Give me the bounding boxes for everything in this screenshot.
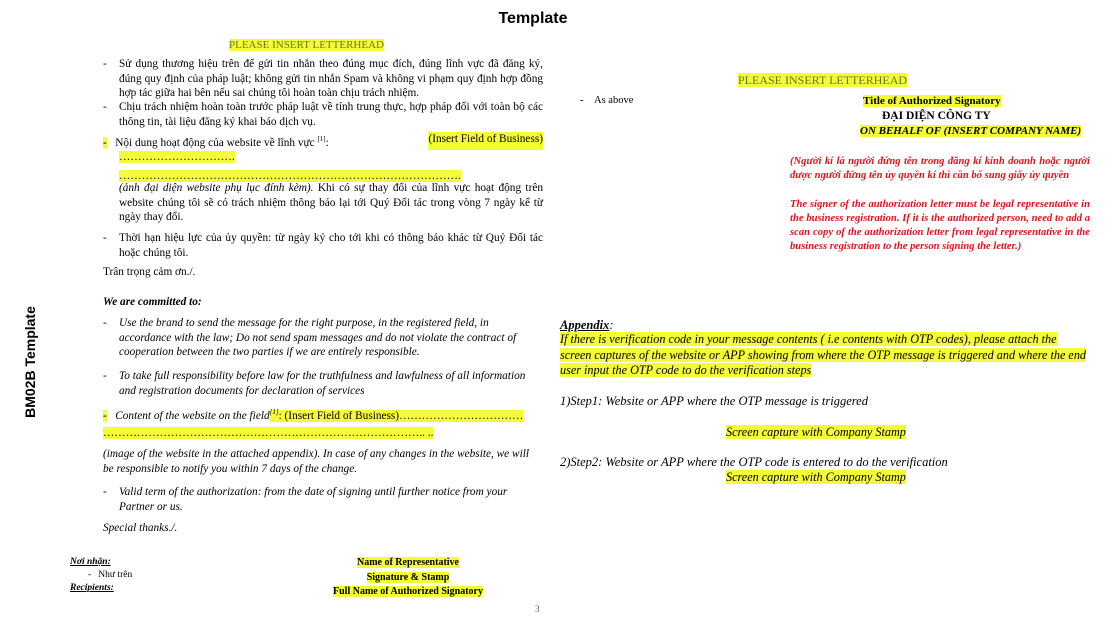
step2: 2)Step2: Website or APP where the OTP code is entered to do the verification	[560, 455, 948, 469]
page-number: 3	[535, 604, 540, 614]
vi-bullet-1: - Sử dụng thương hiệu trên để gửi tin nhắn theo đúng mục đích, đúng lĩnh vực đã đăng ký, đúng quy định của pháp luật; không gửi tin nhắn Spam và không vi phạm quy định hợp đồng hợp tác giữa hai bên nếu sai chúng tôi hoàn toàn chịu trách nhiệm.	[103, 58, 543, 100]
vi-change-paragraph	[119, 181, 543, 225]
sig-stamp: Signature & Stamp	[366, 571, 450, 583]
en-validity: - Valid term of the authorization: from the date of signing until further notice from your Partner or us.	[103, 485, 529, 514]
en-field-insert: : (Insert Field of Business)	[278, 409, 400, 422]
appendix-heading-line	[560, 318, 613, 333]
vi-field-label: Nội dung hoạt động của website về lĩnh vực	[115, 136, 315, 149]
step2-capture-text: Screen capture with Company Stamp	[726, 470, 906, 484]
side-label-text: BM02B Template	[22, 306, 38, 418]
dai-dien: ĐẠI DIỆN CÔNG TY	[882, 110, 991, 122]
red-note-vi: (Người kí là người đứng tên trong đăng kí kinh doanh hoặc người được người đứng tên ủy quyền kí thì cần bổ sung giấy ủy quyền	[790, 156, 1090, 181]
page-title: Template	[498, 10, 568, 27]
step1: 1)Step1: Website or APP where the OTP message is triggered	[560, 394, 868, 408]
vi-thanks: Trân trọng cảm ơn./.	[103, 266, 196, 278]
en-dots-line	[103, 426, 433, 441]
as-above: - As above	[580, 95, 634, 106]
en-field-ref: [1]	[269, 408, 279, 416]
en-bullet-2: - To take full responsibility before law for the truthfulness and lawfulness of all information and registration documents for declaration of services	[103, 369, 543, 398]
appendix-body-text: If there is verification code in your message contents ( i.e contents with OTP codes), please attach the screen captures of the website or APP showing from where the OTP message is triggered and where the end user input the OTP code to do the verification steps	[560, 332, 1087, 377]
en-dots-2: ………………………………………………………………………….. ..	[103, 427, 434, 439]
left-letterhead	[229, 39, 384, 51]
recipients-vi-label: Nơi nhận:	[70, 557, 111, 567]
vi-bullet-2-text: Chịu trách nhiệm hoàn toàn trước pháp luật về tính trung thực, hợp pháp đối với toàn bộ các thông tin, tài liệu đăng ký khai báo dịch vụ.	[119, 101, 543, 128]
en-image-note: (image of the website in the attached appendix). In case of any changes in the website, we will be responsible to notify you within 7 days of the change.	[103, 448, 529, 475]
signature-block	[318, 556, 498, 600]
title-signatory: Title of Authorized Signatory	[863, 95, 1001, 107]
en-bullet-1-text: Use the brand to send the message for the right purpose, in the registered field, in accordance with the law; Do not send spam messages and do not violate the contract of cooperation between the two parties if we are entirely responsible.	[119, 317, 517, 359]
step1-capture-text: Screen capture with Company Stamp	[726, 425, 906, 439]
vi-validity: - Thời hạn hiệu lực của ủy quyền: từ ngày ký cho tới khi có thông báo khác từ Quý Đối tác hoặc chúng tôi.	[103, 232, 543, 259]
vi-field-ref: [1]	[317, 135, 326, 143]
en-field-block: - Content of the website on the field[1]: (Insert Field of Business)……………………………	[103, 408, 524, 422]
sig-full-name: Full Name of Authorized Signatory	[333, 586, 483, 597]
en-thanks: Special thanks./.	[103, 522, 178, 534]
vi-dots-1: ………………………….	[119, 151, 235, 164]
en-dots-1: ……………………………	[399, 409, 524, 422]
signatory-block	[790, 94, 1092, 139]
vi-field-block: - Nội dung hoạt động của website về lĩnh vực [1]: (Insert Field of Business) …………………………. ……………………………………………………………………………….	[103, 133, 543, 182]
appendix-body	[560, 332, 1090, 379]
recipients-en-label: Recipients:	[70, 583, 114, 593]
en-field-label: Content of the website on the field	[115, 409, 270, 422]
left-letterhead-text: PLEASE INSERT LETTERHEAD	[229, 39, 384, 51]
right-letterhead-text: PLEASE INSERT LETTERHEAD	[738, 73, 908, 87]
vi-dots-2: ……………………………………………………………………………….	[119, 169, 461, 182]
en-heading: We are committed to:	[103, 296, 202, 308]
recipients-block: Nơi nhận: - Như trên Recipients:	[70, 557, 133, 593]
en-bullet-1: - Use the brand to send the message for the right purpose, in the registered field, in accordance with the law; Do not send spam messages and do not violate the contract of cooperation between the two parties if we are entirely responsible.	[103, 316, 543, 360]
appendix-colon: :	[609, 318, 614, 332]
vi-image-note: (ảnh đại diện website phụ lục đính kèm).	[119, 182, 314, 194]
step1-capture	[726, 425, 906, 440]
red-note-en: The signer of the authorization letter must be legal representative in the business registration. If it is the authorized person, need to add a scan copy of the authorization letter from legal representative in the business registration to the person signing the letter.)	[790, 199, 1090, 252]
en-validity-text: Valid term of the authorization: from the date of signing until further notice from your Partner or us.	[119, 486, 508, 513]
vi-validity-text: Thời hạn hiệu lực của ủy quyền: từ ngày ký cho tới khi có thông báo khác từ Quý Đối tác hoặc chúng tôi.	[119, 232, 543, 259]
vi-change-note: Khi có sự thay đổi của lĩnh vực hoạt động trên website chúng tôi sẽ có trách nhiệm thông báo lại tới Quý Đối tác trong vòng 7 ngày kể từ ngày thay đổi.	[119, 182, 543, 224]
vi-bullet-1-text: Sử dụng thương hiệu trên để gửi tin nhắn theo đúng mục đích, đúng lĩnh vực đã đăng ký, đúng quy định của pháp luật; không gửi tin nhắn Spam và không vi phạm quy định hợp đồng hợp tác giữa hai bên nếu sai chúng tôi hoàn toàn chịu trách nhiệm.	[119, 58, 543, 100]
as-above-text: As above	[594, 95, 634, 106]
sig-name: Name of Representative	[356, 557, 459, 568]
right-letterhead	[738, 73, 907, 88]
on-behalf: ON BEHALF OF (INSERT COMPANY NAME)	[860, 125, 1082, 137]
en-bullet-2-text: To take full responsibility before law for the truthfulness and lawfulness of all information and registration documents for declaration of services	[119, 370, 526, 397]
vi-field-insert: (Insert Field of Business)	[428, 132, 543, 150]
step2-capture	[726, 470, 906, 485]
vi-bullet-2: - Chịu trách nhiệm hoàn toàn trước pháp luật về tính trung thực, hợp pháp đối với toàn bộ các thông tin, tài liệu đăng ký khai báo dịch vụ.	[103, 101, 543, 128]
recipients-item: Như trên	[98, 570, 133, 580]
appendix-heading: Appendix	[560, 318, 610, 332]
